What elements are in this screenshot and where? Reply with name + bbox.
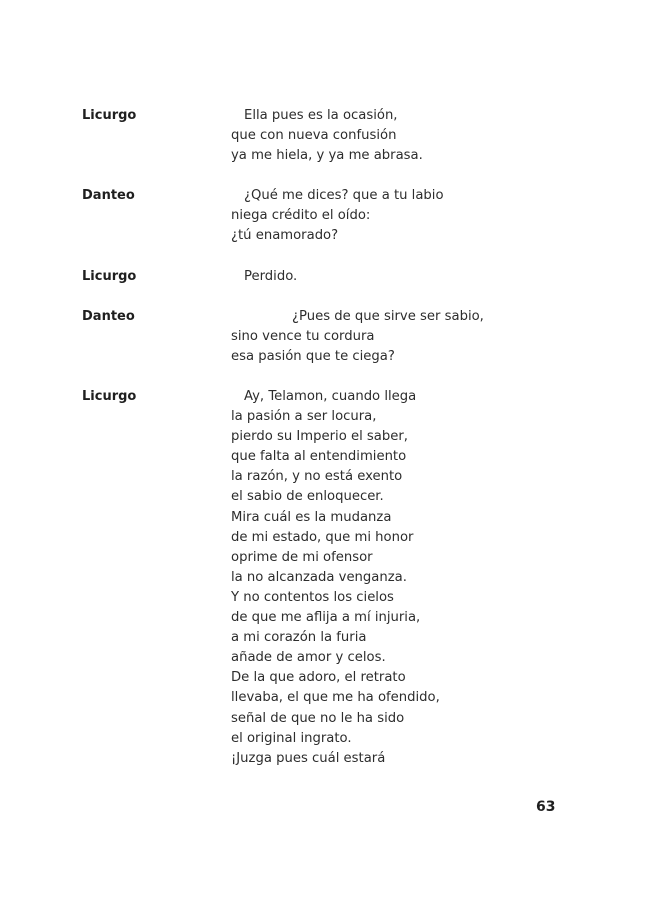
verse-line: de que me aflija a mí injuria, (231, 610, 421, 626)
speaker-name: Danteo (82, 188, 135, 203)
speaker-name: Licurgo (82, 269, 137, 284)
verse-line: ¡Juzga pues cuál estará (231, 750, 386, 766)
verse-line: la razón, y no está exento (231, 469, 403, 485)
verse-line: oprime de mi ofensor (231, 549, 373, 565)
verse-line: que con nueva confusión (231, 128, 397, 144)
verse-line: la no alcanzada venganza. (231, 569, 407, 585)
verse-line: el original ingrato. (231, 730, 352, 746)
verse-line: el sabio de enloquecer. (231, 489, 384, 505)
verse-line: que falta al entendimiento (231, 449, 407, 465)
verse-block (231, 106, 423, 166)
verse-line: añade de amor y celos. (231, 650, 386, 666)
verse-line: ya me hiela, y ya me abrasa. (231, 148, 423, 164)
verse-block (231, 267, 297, 287)
verse-line: Ella pues es la ocasión, (244, 108, 398, 123)
verse-line: Y no contentos los cielos (231, 589, 394, 605)
verse-line: llevaba, el que me ha ofendido, (231, 690, 440, 706)
verse-line: Mira cuál es la mudanza (231, 509, 392, 525)
verse-line: la pasión a ser locura, (231, 409, 377, 425)
speaker-name: Licurgo (82, 108, 137, 123)
verse-line: ¿Pues de que sirve ser sabio, (292, 309, 484, 324)
verse-line: esa pasión que te ciega? (231, 349, 395, 365)
verse-line: señal de que no le ha sido (231, 710, 405, 726)
verse-line: ¿Qué me dices? que a tu labio (244, 188, 444, 203)
verse-line: niega crédito el oído: (231, 208, 371, 224)
verse-line: a mi corazón la furia (231, 630, 367, 646)
page-number: 63 (536, 799, 556, 815)
verse-line: ¿tú enamorado? (231, 228, 339, 244)
speaker-name: Licurgo (82, 389, 137, 404)
verse-block (231, 307, 484, 367)
verse-line: Ay, Telamon, cuando llega (244, 389, 417, 404)
verse-line: sino vence tu cordura (231, 329, 375, 345)
verse-line: Perdido. (244, 269, 298, 284)
speaker-name: Danteo (82, 309, 135, 324)
verse-block (231, 387, 440, 769)
verse-line: De la que adoro, el retrato (231, 670, 406, 686)
verse-block (231, 186, 444, 246)
verse-line: de mi estado, que mi honor (231, 529, 414, 545)
verse-line: pierdo su Imperio el saber, (231, 429, 408, 445)
